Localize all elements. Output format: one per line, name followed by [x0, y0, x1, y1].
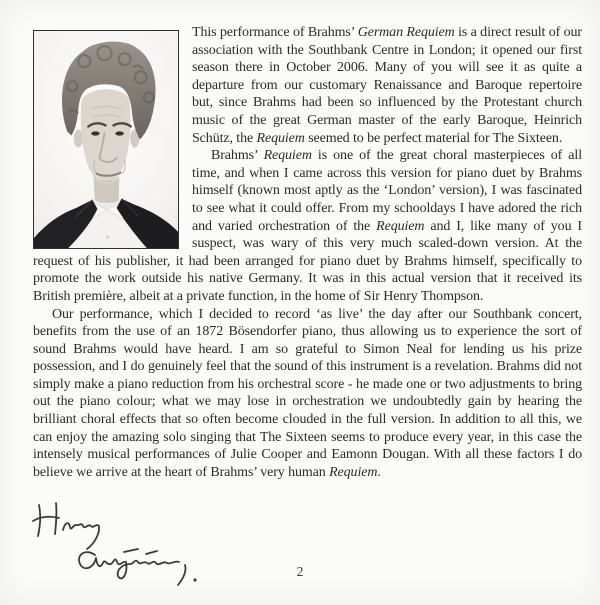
- page-number: 2: [296, 564, 304, 579]
- text-run-italic: Requiem: [263, 148, 312, 164]
- text-run-italic: Requiem: [256, 130, 305, 146]
- portrait-photo: [33, 30, 179, 249]
- text-run: and I, like many of you I suspect, was wary of this very much scaled-down version. At the request of his publisher, it had been arranged for piano duet by Brahms himself, specifically to promote the work outside his native Germany. It was in this actual version that it received its British première, albeit at a private function, in the home of Sir Henry Thompson.: [33, 218, 582, 304]
- text-run-italic: Requiem: [329, 464, 378, 480]
- paragraph-3: [33, 306, 582, 482]
- text-run-italic: German Requiem: [357, 25, 455, 40]
- text-run-italic: Requiem: [376, 218, 425, 234]
- text-run: This performance of Brahms’: [192, 25, 358, 40]
- portrait-illustration: [34, 31, 178, 248]
- text-run: Brahms’: [211, 148, 264, 164]
- article: [33, 24, 582, 481]
- text-run: .: [377, 464, 381, 480]
- text-run: Our performance, which I decided to record ‘as live’ the day after our Southbank concert, benefits from the use of an 1872 Bösendorfer piano, thus allowing us to experience the sort of sound Brahms would have heard. I am so grateful to Simon Neal for lending us his prize possession, and I do genuinely feel that the sound of this instrument is a revelation. Brahms did not simply make a piano reduction from his orchestral score - he made one or two adjustments to bring out the piano colour; what we may lose in orchestration we undoubtedly gain by hearing the brilliant choral effects that so often become clouded in the full version. In addition to all this, we can enjoy the amazing solo singing that The Sixteen seems to produce every year, in this case the intensely musical performances of Julie Cooper and Eamonn Dougan. With all these factors I do believe we arrive at the heart of Brahms’ very human: [33, 306, 582, 480]
- text-run: is a direct result of our association with the Southbank Centre in London; it opened our first season there in October 2006. Many of you will see it as quite a departure from our customary Renaissance and Baroque repertoire but, since Brahms had been so influenced by the Protestant church music of the great German master of the early Baroque, Heinrich Schütz, the: [192, 25, 582, 146]
- text-run: seemed to be perfect material for The Sixteen.: [304, 130, 563, 146]
- text-run: is one of the great choral masterpieces of all time, and when I came across this version for piano duet by Brahms himself (known most aptly as the ‘London’ version), I was fascinated to see what it could offer. From my schooldays I have adored the rich and varied orchestration of the: [192, 148, 583, 234]
